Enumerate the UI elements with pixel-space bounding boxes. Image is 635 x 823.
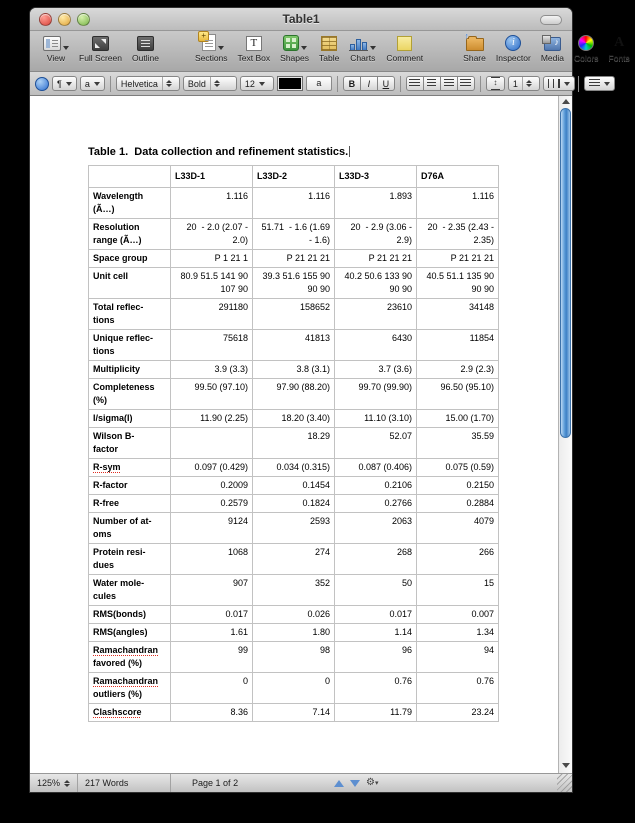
cell-value[interactable]: 266: [417, 544, 499, 575]
document-area: [30, 96, 572, 773]
page-indicator: Page 1 of 2: [192, 778, 239, 788]
cell-value[interactable]: 35.59: [417, 428, 499, 459]
row-label[interactable]: Ramachandran outliers (%): [89, 673, 171, 704]
textbox-button[interactable]: T Text Box: [238, 34, 271, 63]
cell-value[interactable]: 907: [171, 575, 253, 606]
table-row: [89, 513, 499, 544]
cell-value[interactable]: 96.50 (95.10): [417, 379, 499, 410]
cell-value[interactable]: 23.24: [417, 704, 499, 722]
close-button[interactable]: [39, 13, 52, 26]
format-bar: [30, 72, 572, 96]
cell-value[interactable]: 268: [335, 544, 417, 575]
cell-value[interactable]: 1.34: [417, 624, 499, 642]
cell-value[interactable]: P 21 21 21: [417, 250, 499, 268]
title-bar[interactable]: [30, 8, 572, 31]
cell-value[interactable]: 0.2884: [417, 495, 499, 513]
separator: [480, 76, 481, 92]
cell-value[interactable]: P 21 21 21: [335, 250, 417, 268]
chevron-down-icon: [301, 46, 307, 50]
chevron-down-icon: [66, 82, 72, 86]
cell-value[interactable]: 99.50 (97.10): [171, 379, 253, 410]
table-row: [89, 428, 499, 459]
cell-value[interactable]: 98: [253, 642, 335, 673]
row-label[interactable]: R-sym: [89, 459, 171, 477]
cell-value[interactable]: 52.07: [335, 428, 417, 459]
cell-value[interactable]: 158652: [253, 299, 335, 330]
align-justify-icon: [460, 79, 471, 88]
stepper-icon: [210, 77, 220, 90]
cell-value[interactable]: 50: [335, 575, 417, 606]
align-left-icon: [409, 79, 420, 88]
page[interactable]: [30, 96, 558, 773]
cell-value[interactable]: 3.7 (3.6): [335, 361, 417, 379]
align-justify-button[interactable]: [457, 76, 475, 91]
cell-value[interactable]: 99.70 (99.90): [335, 379, 417, 410]
column-header[interactable]: L33D-2: [253, 166, 335, 188]
table-row: [89, 299, 499, 330]
share-button[interactable]: ↑ Share: [463, 34, 486, 63]
status-bar: [30, 773, 572, 792]
table-row: [89, 219, 499, 250]
row-label[interactable]: I/sigma(I): [89, 410, 171, 428]
cell-value[interactable]: 0.1824: [253, 495, 335, 513]
chevron-down-icon: [564, 82, 570, 86]
cell-value[interactable]: 0.087 (0.406): [335, 459, 417, 477]
cell-value[interactable]: 0.2150: [417, 477, 499, 495]
cell-value[interactable]: 3.9 (3.3): [171, 361, 253, 379]
chevron-down-icon: [63, 46, 69, 50]
cell-value[interactable]: 15: [417, 575, 499, 606]
row-label[interactable]: Number of at- oms: [89, 513, 171, 544]
stepper-icon: [522, 77, 532, 90]
cell-value[interactable]: 3.8 (3.1): [253, 361, 335, 379]
cell-value[interactable]: 1.14: [335, 624, 417, 642]
cell-value[interactable]: 4079: [417, 513, 499, 544]
column-header[interactable]: D76A: [417, 166, 499, 188]
list-icon: [589, 79, 600, 88]
row-label[interactable]: Completeness (%): [89, 379, 171, 410]
colors-button[interactable]: Colors: [574, 34, 599, 63]
cell-value[interactable]: 11.90 (2.25): [171, 410, 253, 428]
table-row: [89, 379, 499, 410]
table-row: [89, 410, 499, 428]
cell-value[interactable]: 1.116: [253, 188, 335, 219]
cell-value[interactable]: 20 - 2.0 (2.07 - 2.0): [171, 219, 253, 250]
vertical-scrollbar[interactable]: [558, 96, 572, 773]
row-label[interactable]: R-free: [89, 495, 171, 513]
scroll-down-icon[interactable]: [559, 763, 572, 768]
font-style-select[interactable]: Bold: [183, 76, 237, 91]
text-color-well[interactable]: [277, 76, 303, 91]
align-center-button[interactable]: [423, 76, 441, 91]
line-spacing-button[interactable]: [486, 76, 505, 91]
comment-icon: [397, 36, 412, 51]
table-row: [89, 642, 499, 673]
main-toolbar: [30, 31, 630, 72]
cell-value[interactable]: 0.2579: [171, 495, 253, 513]
charts-icon: [349, 37, 368, 51]
row-label[interactable]: Protein resi- dues: [89, 544, 171, 575]
table-row: [89, 575, 499, 606]
fonts-button[interactable]: A Fonts: [609, 34, 630, 63]
zoom-level: 125%: [37, 778, 61, 788]
cell-value[interactable]: 11.79: [335, 704, 417, 722]
cell-value[interactable]: 40.5 51.1 135 90 90 90: [417, 268, 499, 299]
chevron-down-icon: [259, 82, 265, 86]
cell-value[interactable]: 15.00 (1.70): [417, 410, 499, 428]
separator: [110, 76, 111, 92]
view-icon: [43, 36, 61, 51]
chevron-down-icon: [604, 82, 610, 86]
row-label[interactable]: RMS(bonds): [89, 606, 171, 624]
inspector-button[interactable]: i Inspector: [496, 34, 531, 63]
cell-value[interactable]: 1.80: [253, 624, 335, 642]
text-caret: [349, 146, 350, 157]
next-page-icon[interactable]: [350, 780, 360, 787]
align-right-button[interactable]: [440, 76, 458, 91]
cell-value[interactable]: 34148: [417, 299, 499, 330]
column-header[interactable]: [89, 166, 171, 188]
cell-value[interactable]: 41813: [253, 330, 335, 361]
alignment-button-group: [406, 76, 475, 91]
cell-value[interactable]: 0.2106: [335, 477, 417, 495]
toolbar-group-share: [458, 34, 491, 63]
font-size-select[interactable]: 12: [240, 76, 274, 91]
fullscreen-button[interactable]: Full Screen: [79, 34, 122, 63]
cell-value[interactable]: 40.2 50.6 133 90 90 90: [335, 268, 417, 299]
underline-button[interactable]: U: [377, 76, 395, 91]
cell-value[interactable]: [171, 428, 253, 459]
minimize-button[interactable]: [58, 13, 71, 26]
row-label[interactable]: R-factor: [89, 477, 171, 495]
zoom-stepper-icon[interactable]: [64, 780, 70, 787]
word-count: 217 Words: [78, 774, 171, 792]
statistics-table: [88, 165, 499, 722]
toolbar-toggle-button[interactable]: [540, 15, 562, 25]
style-button-group: [343, 76, 395, 91]
cell-value[interactable]: 0.017: [335, 606, 417, 624]
table-row: [89, 459, 499, 477]
inspector-icon: [505, 35, 521, 51]
columns-dropdown[interactable]: [543, 76, 575, 91]
shapes-icon: [283, 35, 299, 51]
column-header[interactable]: L33D-3: [335, 166, 417, 188]
cell-value[interactable]: 352: [253, 575, 335, 606]
cell-value[interactable]: 0.2009: [171, 477, 253, 495]
cell-value[interactable]: 0.76: [417, 673, 499, 704]
cell-value[interactable]: 0: [171, 673, 253, 704]
row-label[interactable]: Clashscore: [89, 704, 171, 722]
document-table-caption[interactable]: Table 1. Data collection and refinement statistics.: [88, 146, 349, 158]
row-label[interactable]: Ramachandran favored (%): [89, 642, 171, 673]
row-label[interactable]: Total reflec- tions: [89, 299, 171, 330]
cell-value[interactable]: 0.026: [253, 606, 335, 624]
sections-button[interactable]: + Sections: [195, 34, 228, 63]
cell-value[interactable]: 1.893: [335, 188, 417, 219]
fullscreen-icon: [92, 36, 109, 51]
cell-value[interactable]: 8.36: [171, 704, 253, 722]
cell-value[interactable]: 18.20 (3.40): [253, 410, 335, 428]
gear-icon[interactable]: ⚙▾: [366, 776, 379, 788]
cell-value[interactable]: 99: [171, 642, 253, 673]
cell-value[interactable]: 9124: [171, 513, 253, 544]
outline-button[interactable]: Outline: [132, 34, 159, 63]
table-row: [89, 361, 499, 379]
toolbar-group-insert: [190, 34, 428, 63]
row-label[interactable]: Unique reflec- tions: [89, 330, 171, 361]
cell-value[interactable]: 1.61: [171, 624, 253, 642]
cell-value[interactable]: 94: [417, 642, 499, 673]
zoom-button[interactable]: [77, 13, 90, 26]
table-icon: [321, 36, 337, 51]
cell-value[interactable]: 0.034 (0.315): [253, 459, 335, 477]
table-row: [89, 250, 499, 268]
cell-value[interactable]: 0.097 (0.429): [171, 459, 253, 477]
row-label[interactable]: Wilson B- factor: [89, 428, 171, 459]
chevron-down-icon: [218, 46, 224, 50]
charts-button[interactable]: Charts: [349, 34, 376, 63]
cell-value[interactable]: 11854: [417, 330, 499, 361]
cell-value[interactable]: 0.1454: [253, 477, 335, 495]
list-dropdown[interactable]: [584, 76, 615, 91]
page-navigation: [327, 774, 385, 792]
stepper-icon: [162, 77, 172, 90]
cell-value[interactable]: 11.10 (3.10): [335, 410, 417, 428]
toolbar-group-view: [38, 34, 164, 63]
cell-value[interactable]: 2063: [335, 513, 417, 544]
align-left-button[interactable]: [406, 76, 424, 91]
cell-value[interactable]: 0.007: [417, 606, 499, 624]
cell-value[interactable]: 1068: [171, 544, 253, 575]
italic-button[interactable]: I: [360, 76, 378, 91]
view-button[interactable]: View: [43, 34, 69, 63]
table-row: [89, 544, 499, 575]
media-icon: [544, 37, 561, 51]
cell-value[interactable]: 291180: [171, 299, 253, 330]
shapes-button[interactable]: Shapes: [280, 34, 309, 63]
cell-value[interactable]: 7.14: [253, 704, 335, 722]
cell-value[interactable]: 80.9 51.5 141 90 107 90: [171, 268, 253, 299]
table-row: [89, 188, 499, 219]
cell-value[interactable]: 274: [253, 544, 335, 575]
table-row: [89, 704, 499, 722]
cell-value[interactable]: 0.76: [335, 673, 417, 704]
row-label[interactable]: Wavelength (Ã…): [89, 188, 171, 219]
table-row: [89, 495, 499, 513]
bold-button[interactable]: B: [343, 76, 361, 91]
cell-value[interactable]: P 1 21 1: [171, 250, 253, 268]
scroll-up-icon[interactable]: [559, 99, 572, 104]
separator: [337, 76, 338, 92]
cell-value[interactable]: 0.075 (0.59): [417, 459, 499, 477]
column-header[interactable]: L33D-1: [171, 166, 253, 188]
cell-value[interactable]: 0: [253, 673, 335, 704]
cell-value[interactable]: 1.116: [171, 188, 253, 219]
scrollbar-thumb[interactable]: [560, 108, 571, 438]
table-row: [89, 477, 499, 495]
highlight-color-well[interactable]: a: [306, 76, 332, 91]
cell-value[interactable]: 2.9 (2.3): [417, 361, 499, 379]
line-spacing-select[interactable]: 1: [508, 76, 540, 91]
resize-grip[interactable]: [557, 774, 572, 792]
row-label[interactable]: Space group: [89, 250, 171, 268]
cell-value[interactable]: 51.71 - 1.6 (1.69 - 1.6): [253, 219, 335, 250]
toolbar-group-panels: [491, 34, 635, 63]
cell-value[interactable]: 23610: [335, 299, 417, 330]
chevron-down-icon: [94, 82, 100, 86]
cell-value[interactable]: 75618: [171, 330, 253, 361]
window-title: Table1: [282, 12, 320, 26]
separator: [400, 76, 401, 92]
table-header-row: [89, 166, 499, 188]
row-label[interactable]: Resolution range (Ã…): [89, 219, 171, 250]
stats-table-body: [89, 188, 499, 722]
sections-icon: [202, 34, 216, 51]
table-button[interactable]: Table: [319, 34, 339, 63]
chevron-down-icon: [370, 46, 376, 50]
colors-icon: [578, 35, 594, 51]
row-label[interactable]: Multiplicity: [89, 361, 171, 379]
comment-button[interactable]: Comment: [386, 34, 423, 63]
textbox-icon: [246, 36, 262, 51]
fonts-icon: [614, 33, 624, 51]
font-family-select[interactable]: Helvetica: [116, 76, 180, 91]
character-style-dropdown[interactable]: a: [80, 76, 105, 91]
cell-value[interactable]: 0.2766: [335, 495, 417, 513]
paragraph-style-dropdown[interactable]: ¶: [52, 76, 77, 91]
cell-value[interactable]: 20 - 2.35 (2.43 - 2.35): [417, 219, 499, 250]
table-row: [89, 624, 499, 642]
row-label[interactable]: Water mole- cules: [89, 575, 171, 606]
cell-value[interactable]: P 21 21 21: [253, 250, 335, 268]
columns-icon: [548, 79, 560, 88]
cell-value[interactable]: 2593: [253, 513, 335, 544]
media-button[interactable]: ♪ Media: [541, 34, 564, 63]
window-controls: [39, 13, 90, 26]
line-spacing-icon: ↕: [491, 77, 500, 90]
cell-value[interactable]: 1.116: [417, 188, 499, 219]
cell-value[interactable]: 18.29: [253, 428, 335, 459]
cell-value[interactable]: 0.017: [171, 606, 253, 624]
cell-value[interactable]: 39.3 51.6 155 90 90 90: [253, 268, 335, 299]
zoom-control[interactable]: [30, 774, 78, 792]
cell-value[interactable]: 20 - 2.9 (3.06 - 2.9): [335, 219, 417, 250]
pages-window: [30, 8, 630, 792]
table-row: [89, 606, 499, 624]
table-row: [89, 330, 499, 361]
table-row: [89, 268, 499, 299]
cell-value[interactable]: 97.90 (88.20): [253, 379, 335, 410]
row-label[interactable]: Unit cell: [89, 268, 171, 299]
format-style-icon[interactable]: [35, 77, 49, 91]
cell-value[interactable]: 6430: [335, 330, 417, 361]
outline-icon: [137, 36, 154, 51]
row-label[interactable]: RMS(angles): [89, 624, 171, 642]
align-right-icon: [444, 79, 454, 88]
cell-value[interactable]: 96: [335, 642, 417, 673]
previous-page-icon[interactable]: [334, 780, 344, 787]
align-center-icon: [427, 79, 436, 88]
share-icon: [466, 38, 484, 51]
separator: [578, 76, 579, 92]
table-row: [89, 673, 499, 704]
